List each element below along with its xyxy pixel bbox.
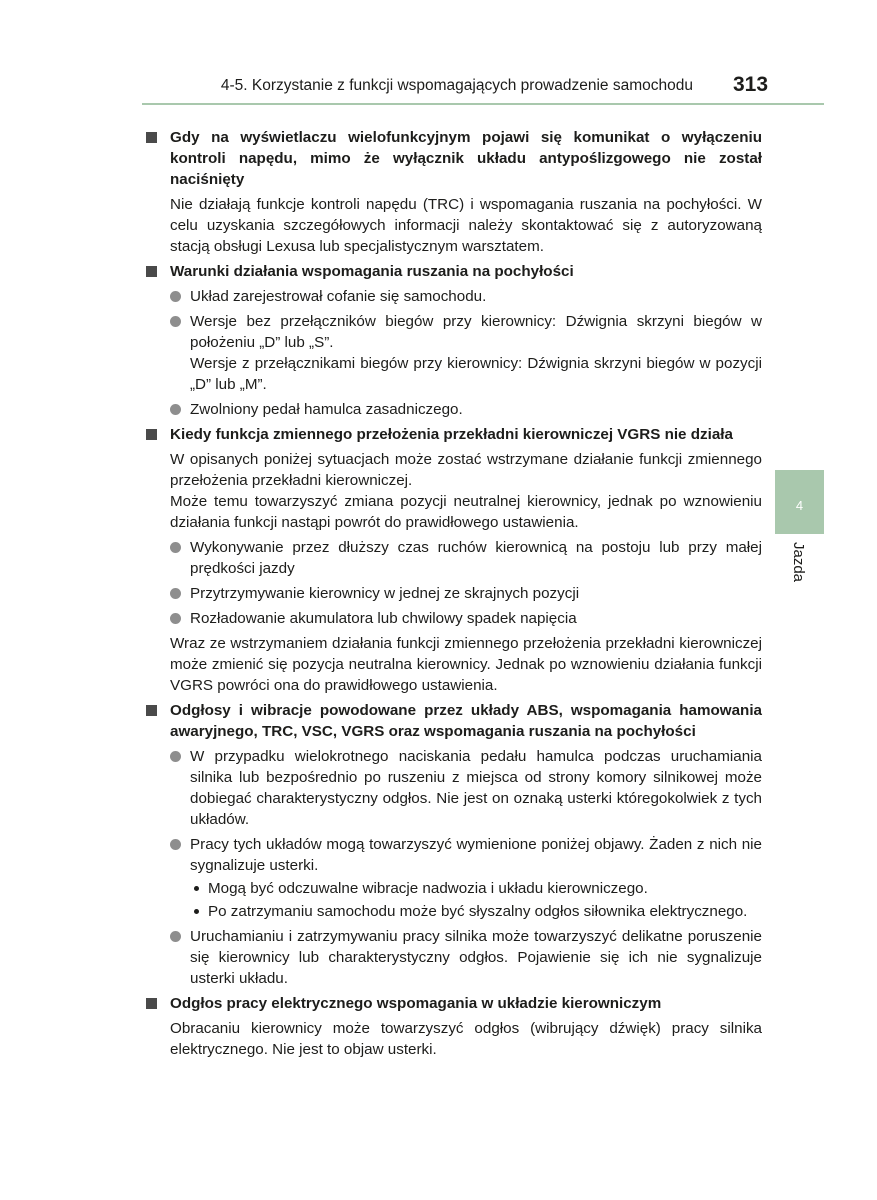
round-bullet-icon xyxy=(170,316,181,327)
section-title: Odgłos pracy elektrycznego wspomagania w układzie kierowniczym xyxy=(170,995,662,1012)
section-title: Warunki działania wspomagania ruszania na pochyłości xyxy=(170,263,574,280)
paragraph xyxy=(170,449,762,533)
sub-list-item xyxy=(190,878,762,899)
list-item-text: Wykonywanie przez dłuższy czas ruchów kierownicą na postoju lub przy małej prędkości jazdy xyxy=(190,539,762,577)
list-item xyxy=(170,926,762,989)
page-number: 313 xyxy=(733,73,769,96)
chapter-label: Jazda xyxy=(790,542,807,583)
list-item xyxy=(170,286,762,307)
paragraph-line: W opisanych poniżej sytuacjach może zostać wstrzymane działanie funkcji zmiennego przełożenia przekładni kierowniczej. xyxy=(170,451,762,489)
round-bullet-icon xyxy=(170,839,181,850)
square-bullet-icon xyxy=(146,998,157,1009)
list-item xyxy=(170,608,762,629)
list-item-text: W przypadku wielokrotnego naciskania pedału hamulca podczas uruchamiania silnika lub bezpośrednio po ruszeniu z miejsca od strony komory silnikowej może dobiegać charakterystyczny odgłos. Nie jest on oznaką usterki któregokolwiek z tych układów. xyxy=(190,748,762,828)
list-item xyxy=(170,834,762,876)
square-bullet-icon xyxy=(146,429,157,440)
small-bullet-icon xyxy=(194,886,199,891)
chapter-tab xyxy=(775,470,824,534)
list-item-text: Rozładowanie akumulatora lub chwilowy spadek napięcia xyxy=(190,610,577,627)
list-item xyxy=(170,583,762,604)
sub-list-item xyxy=(190,901,762,922)
list-item-text: Uruchamianiu i zatrzymywaniu pracy silnika może towarzyszyć delikatne poruszenie się kierownicy lub charakterystyczny odgłos. Pojawienie się ich nie sygnalizuje usterki układu. xyxy=(190,928,762,987)
square-bullet-icon xyxy=(146,705,157,716)
section-noises-vibrations xyxy=(146,700,762,989)
sub-list-item-text: Mogą być odczuwalne wibracje nadwozia i układu kierowniczego. xyxy=(208,880,648,897)
round-bullet-icon xyxy=(170,404,181,415)
round-bullet-icon xyxy=(170,751,181,762)
running-header: 4-5. Korzystanie z funkcji wspomagających prowadzenie samochodu xyxy=(220,77,693,94)
section-title: Odgłosy i wibracje powodowane przez układy ABS, wspomagania hamowania awaryjnego, TRC, VSC, VGRS oraz wspomagania ruszania na pochyłości xyxy=(170,702,762,740)
section-vgrs-inactive xyxy=(146,424,762,696)
round-bullet-icon xyxy=(170,588,181,599)
section-title: Gdy na wyświetlaczu wielofunkcyjnym pojawi się komunikat o wyłączeniu kontroli napędu, mimo że wyłącznik układu antypoślizgowego nie został naciśnięty xyxy=(170,129,762,188)
list-item xyxy=(170,399,762,420)
paragraph: Nie działają funkcje kontroli napędu (TRC) i wspomagania ruszania na pochyłości. W celu uzyskania szczegółowych informacji należy skontaktować się z autoryzowaną stacją obsługi Lexusa lub specjalistycznym warsztatem. xyxy=(170,196,762,255)
square-bullet-icon xyxy=(146,266,157,277)
round-bullet-icon xyxy=(170,542,181,553)
section-hill-start-conditions xyxy=(146,261,762,420)
list-item-text: Układ zarejestrował cofanie się samochodu. xyxy=(190,288,487,305)
sub-list-item-text: Po zatrzymaniu samochodu może być słyszalny odgłos siłownika elektrycznego. xyxy=(208,903,748,920)
list-item-text: Pracy tych układów mogą towarzyszyć wymienione poniżej objawy. Żaden z nich nie sygnalizuje usterki. xyxy=(190,836,762,874)
round-bullet-icon xyxy=(170,931,181,942)
list-item-text: Przytrzymywanie kierownicy w jednej ze skrajnych pozycji xyxy=(190,585,580,602)
chapter-number: 4 xyxy=(795,498,804,513)
list-item-text: Wersje z przełącznikami biegów przy kierownicy: Dźwignia skrzyni biegów w pozycji „D” lub „M”. xyxy=(190,355,762,393)
list-item xyxy=(170,537,762,579)
square-bullet-icon xyxy=(146,132,157,143)
section-title: Kiedy funkcja zmiennego przełożenia przekładni kierowniczej VGRS nie działa xyxy=(170,426,733,443)
paragraph-line: Może temu towarzyszyć zmiana pozycji neutralnej kierownicy, jednak po wznowieniu działania funkcji nastąpi powrót do prawidłowego ustawienia. xyxy=(170,493,762,531)
round-bullet-icon xyxy=(170,291,181,302)
paragraph: Obracaniu kierownicy może towarzyszyć odgłos (wibrujący dźwięk) pracy silnika elektrycznego. Nie jest to objaw usterki. xyxy=(170,1020,762,1058)
list-item-text: Wersje bez przełączników biegów przy kierownicy: Dźwignia skrzyni biegów w położeniu „D” lub „S”. xyxy=(190,313,762,351)
paragraph: Wraz ze wstrzymaniem działania funkcji zmiennego przełożenia przekładni kierowniczej może zmienić się pozycja neutralna kierownicy. Jednak po wznowieniu działania funkcji VGRS powróci ona do prawidłowego ustawienia. xyxy=(170,635,762,694)
round-bullet-icon xyxy=(170,613,181,624)
section-traction-off-message xyxy=(146,127,762,257)
list-item-text: Zwolniony pedał hamulca zasadniczego. xyxy=(190,401,463,418)
page-content xyxy=(146,127,762,1064)
list-item xyxy=(170,311,762,395)
section-eps-noise xyxy=(146,993,762,1060)
small-bullet-icon xyxy=(194,909,199,914)
header-divider xyxy=(142,103,824,105)
list-item xyxy=(170,746,762,830)
